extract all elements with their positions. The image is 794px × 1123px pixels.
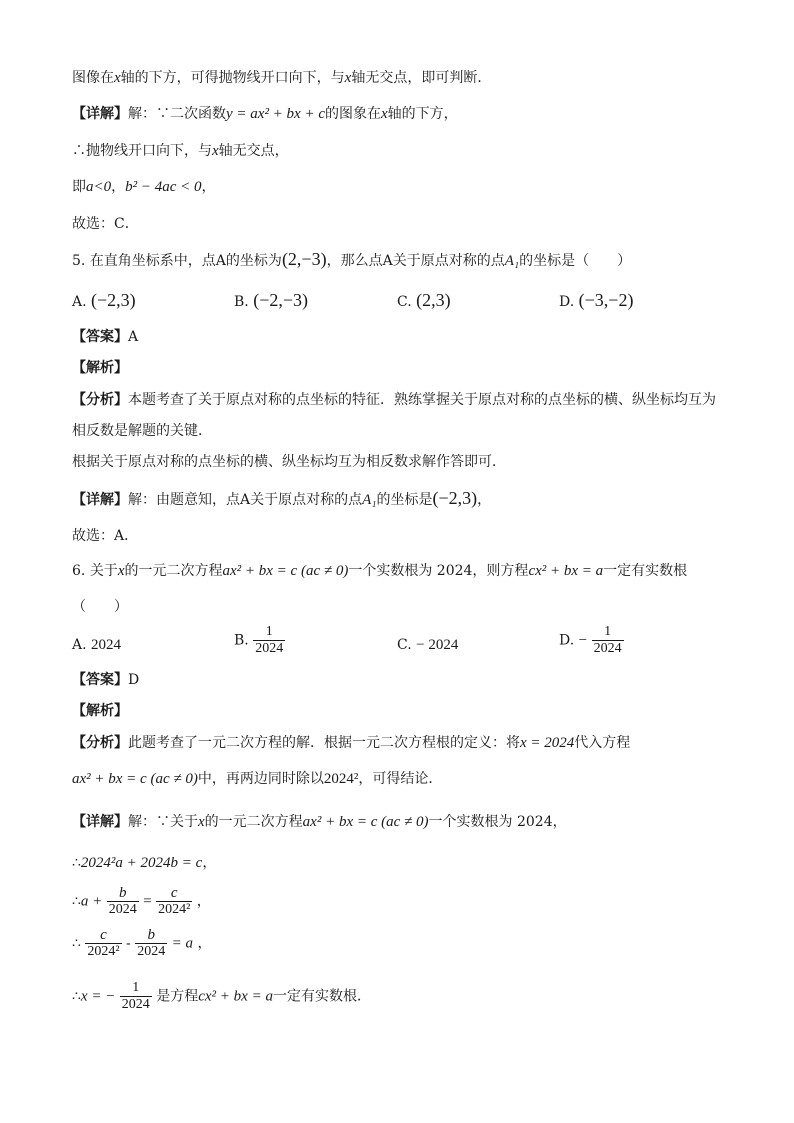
- fraction: $\frac{1}{2024}$: [255, 624, 284, 656]
- analysis-line-2: 根据关于原点对称的点坐标的横、纵坐标均互为相反数求解作答即可．: [72, 454, 506, 470]
- text-line: ∴抛物线开口向下，与x轴无交点，: [72, 143, 289, 159]
- fraction: $\frac{1}{2024}$: [593, 624, 622, 656]
- option-b: B. $\frac{1}{2024}$: [234, 624, 284, 656]
- step-line: ∴a + $\frac{b}{2024}$ = $\frac{c}{\text{2024²}}$ ，: [72, 885, 211, 917]
- step-line: ∴ $\frac{c}{\text{2024²}}$ - $\frac{b}{2024}$ = a ，: [72, 927, 212, 959]
- jiexi-label: 【解析】: [72, 703, 128, 719]
- analysis-line-cont: ax² + bx = c (ac ≠ 0)中，再两边同时除以2024²，可得结论．: [72, 771, 443, 787]
- analysis-line-cont: 相反数是解题的关键．: [72, 423, 212, 439]
- analysis-line: 【分析】本题考查了关于原点对称的点坐标的特征．熟练掌握关于原点对称的点坐标的横、纵坐标均互为: [72, 392, 716, 408]
- answer-line: 【答案】A: [72, 329, 139, 345]
- detail-line: 【详解】解：由题意知，点A关于原点对称的点A₁的坐标是(−2,3)，: [72, 488, 492, 508]
- analysis-line: 【分析】此题考查了一元二次方程的解．根据一元二次方程根的定义：将x = 2024代入方程: [72, 735, 631, 751]
- detail-line: 【详解】解：∵关于x的一元二次方程ax² + bx = c (ac ≠ 0)一个实数根为 2024，: [72, 814, 567, 830]
- option-c: C. − 2024: [397, 637, 459, 653]
- question-6-paren: （ ）: [72, 599, 128, 615]
- text-line: 图像在x轴的下方，可得抛物线开口向下，与x轴无交点，即可判断．: [72, 70, 492, 86]
- option-b: B. (−2,−3): [234, 290, 308, 310]
- choice-line: 故选：A．: [72, 528, 139, 544]
- option-d: D. − $\frac{1}{2024}$: [559, 624, 622, 656]
- step-line: ∴x = − $\frac{1}{2024}$ 是方程cx² + bx = a一定有实数根．: [72, 980, 371, 1012]
- detail-line: 【详解】解：∵二次函数y = ax² + bx + c的图象在x轴的下方，: [72, 106, 458, 122]
- option-d: D. (−3,−2): [559, 290, 634, 310]
- answer-line: 【答案】D: [72, 672, 140, 688]
- question-5: 5. 在直角坐标系中，点A的坐标为(2,−3)，那么点A关于原点对称的点A₁的坐标是（ ）: [72, 249, 632, 269]
- option-a: A. 2024: [72, 637, 122, 653]
- question-6: 6. 关于x的一元二次方程ax² + bx = c (ac ≠ 0)一个实数根为 2024，则方程cx² + bx = a一定有实数根: [72, 563, 688, 579]
- option-a: A. (−2,3): [72, 290, 136, 310]
- jiexi-label: 【解析】: [72, 360, 128, 376]
- choice-line: 故选：C．: [72, 216, 139, 232]
- step-line: ∴2024²a + 2024b = c，: [72, 855, 217, 871]
- text-line: 即a<0，b² − 4ac < 0，: [72, 179, 216, 195]
- option-c: C. (2,3): [397, 290, 451, 310]
